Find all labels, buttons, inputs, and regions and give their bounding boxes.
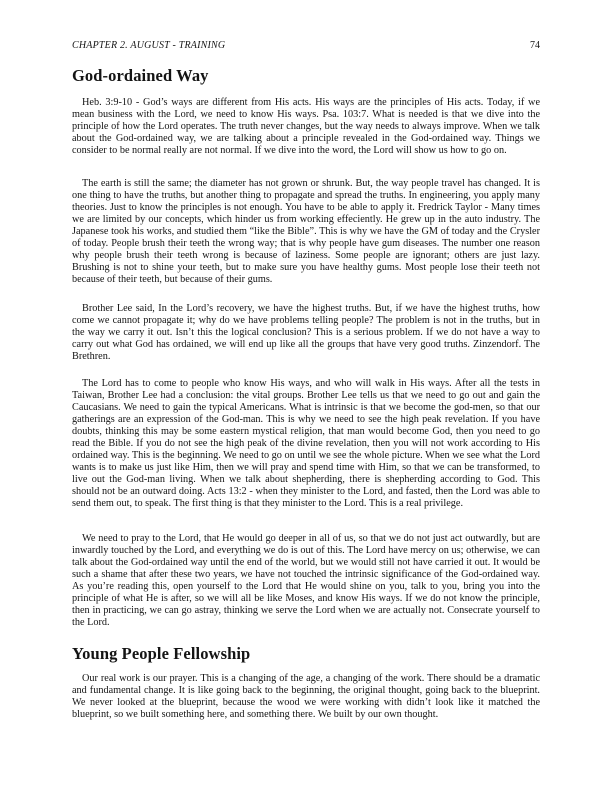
section-heading-young-people-fellowship: Young People Fellowship (72, 644, 251, 663)
section-heading-god-ordained-way: God-ordained Way (72, 66, 209, 85)
chapter-title: CHAPTER 2. AUGUST - TRAINING (72, 40, 226, 51)
paragraph: Our real work is our prayer. This is a changing of the age, a changing of the work. There should be a dramatic and fundamental change. It is like going back to the beginning, the original thought, going back to the blueprint. We never looked at the blueprint, because the wood we were working with didn’t look like it matched the blueprint, so we built something here, and something there. We built by our own thought. (72, 673, 540, 721)
paragraph: Heb. 3:9-10 - God’s ways are different from His acts. His ways are the principles of His acts. Today, if we mean business with the Lord, we need to know His ways. Psa. 103:7. What is needed is that we dive into the principle of how the Lord operates. The truth never changes, but the way needs to always improve. When we talk about the God-ordained way, we are talking about a principle revealed in the God-ordained way. Things we consider to be normal really are not normal. If we dive into the word, the Lord will show us how to go on. (72, 97, 540, 157)
paragraph: The Lord has to come to people who know His ways, and who will walk in His ways. After all the tests in Taiwan, Brother Lee had a conclusion: the vital groups. Brother Lee tells us that we need to go out and gain the Caucasians. We need to gain the typical Americans. What is intrinsic is that we become the god-men, so that our gatherings are an expression of the God-man. This is why we need to see the high peak revelation. If you have doubts, thinking this may be some eastern mystical religion, that man would become God, then you need to go read the Bible. If you do not see the high peak of the divine revelation, then you will not work according to His ordained way. This is the beginning. We need to go on until we see the whole picture. When we see what the Lord wants is to make us just like Him, then we will pray and spend time with Him, so that we can be transformed, to live out the God-man living. When we talk about shepherding, there is shepherding according to God. This should not be an outward doing. Acts 13:2 - when they minister to the Lord, and fasted, then the Lord was able to send them out, to speak. The first thing is that they minister to the Lord. This is a real privilege. (72, 378, 540, 510)
running-header (72, 40, 540, 54)
paragraph: We need to pray to the Lord, that He would go deeper in all of us, so that we do not just act outwardly, but are inwardly touched by the Lord, and everything we do is out of this. The Lord have mercy on us; otherwise, we can talk about the God-ordained way until the end of the world, but we would still not have carried it out. It would be such a shame that after these two years, we have not touched the intrinsic significance of the God-ordained way. As you’re reading this, open yourself to the Lord that He would shine on you, talk to you, bring you into the principle of what He is after, so we will all be like Moses, and know His ways. If we do not know the principle, then in practicing, we can go astray, thinking we serve the Lord when we are actually not. Consecrate yourself to the Lord. (72, 533, 540, 629)
page-number: 74 (530, 40, 540, 51)
paragraph: The earth is still the same; the diameter has not grown or shrunk. But, the way people travel has changed. It is one thing to have the truths, but another thing to propagate and spread the truths. In engineering, you apply many theories. Just to know the principles is not enough. You have to be able to apply it. Fredrick Taylor - Many times we are limited by our concepts, which hinder us from working effeciently. He grew up in the auto industry. The Japanese took his works, and studied them “like the Bible”. This is why we have the GM of today and the Crysler of today. People brush their teeth the wrong way; that is why people have gum diseases. The number one reason why people brush their teeth wrong is because of laziness. Some people are ignorant; others are just lazy. Brushing is not to shine your teeth, but to make sure you have healthy gums. Most people lose their teeth not because of their teeth, but because of their gums. (72, 178, 540, 286)
paragraph: Brother Lee said, In the Lord’s recovery, we have the highest truths. But, if we have the highest truths, how come we cannot propagate it; why do we have problems telling people? The problem is not in the truths, but in the way we carry it out. Isn’t this the logical conclusion? This is a serious problem. If we do not have a way to carry out what God has ordained, we will end up like all the groups that have very good truths. Zinzendorf. The Brethren. (72, 303, 540, 363)
